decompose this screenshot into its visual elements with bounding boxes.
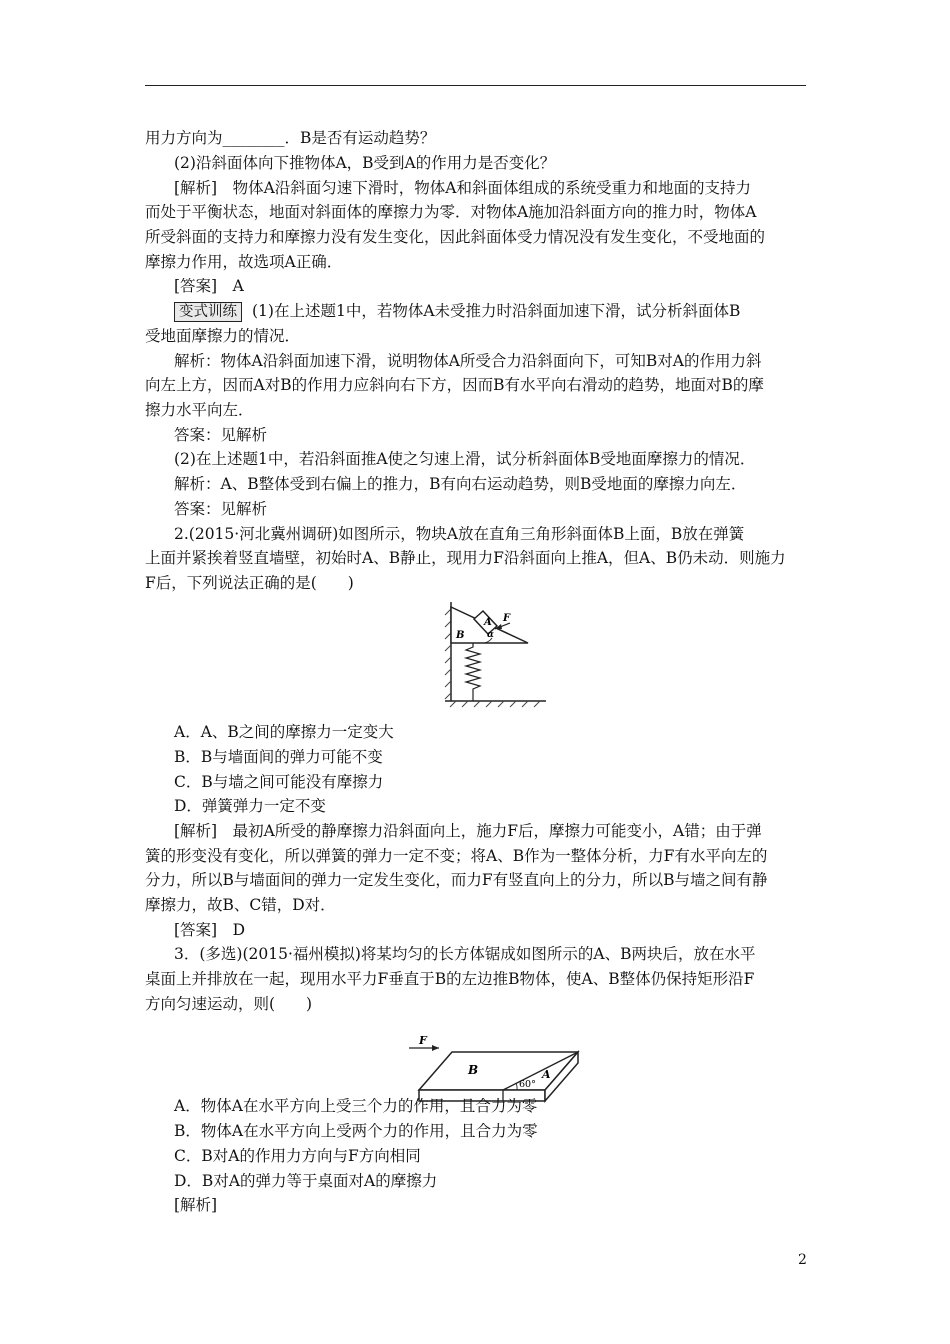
text-line: 而处于平衡状态，地面对斜面体的摩擦力为零．对物体A施加沿斜面方向的推力时，物体A [145, 203, 757, 221]
text-line: 答案：见解析 [174, 500, 268, 518]
text-line: (2)沿斜面体向下推物体A，B受到A的作用力是否变化？ [174, 154, 556, 172]
text-line: 擦力水平向左． [145, 401, 254, 419]
option-b: B．B与墙面间的弹力可能不变 [174, 748, 383, 766]
figure-incline-spring [440, 597, 550, 709]
option-a: A．物体A在水平方向上受三个力的作用，且合力为零 [174, 1097, 538, 1115]
label-b: B [456, 630, 465, 641]
label-a: A [542, 1068, 551, 1081]
variant-line [174, 300, 740, 322]
option-d: D．B对A的弹力等于桌面对A的摩擦力 [174, 1172, 438, 1190]
text-line: (2)在上述题1中，若沿斜面推A使之匀速上滑，试分析斜面体B受地面摩擦力的情况． [174, 450, 756, 468]
option-a: A．A、B之间的摩擦力一定变大 [174, 723, 394, 741]
text-line: [解析] 最初A所受的静摩擦力沿斜面向上，施力F后，摩擦力可能变小，A错；由于弹 [174, 822, 762, 840]
text-line: 摩擦力，故B、C错，D对． [145, 896, 336, 914]
label-f: F [419, 1034, 427, 1047]
label-angle: 60° [519, 1079, 536, 1090]
text-line: 方向匀速运动，则( ) [145, 995, 313, 1013]
text-line: F后，下列说法正确的是( ) [145, 574, 354, 592]
text-line: [解析] 物体A沿斜面匀速下滑时，物体A和斜面体组成的系统受重力和地面的支持力 [174, 179, 751, 197]
variant-training-badge: 变式训练 [174, 302, 242, 322]
text-line: 受地面摩擦力的情况． [145, 327, 301, 345]
text-line: (1)在上述题1中，若物体A未受推力时沿斜面加速下滑，试分析斜面体B [252, 302, 741, 320]
text-line: 用力方向为________．B是否有运动趋势？ [145, 129, 436, 147]
label-b: B [468, 1063, 479, 1077]
text-line: 摩擦力作用，故选项A正确． [145, 253, 343, 271]
text-line: 所受斜面的支持力和摩擦力没有发生变化，因此斜面体受力情况没有发生变化，不受地面的 [145, 228, 766, 246]
text-line: [答案] D [174, 921, 246, 939]
text-line: 解析：物体A沿斜面加速下滑，说明物体A所受合力沿斜面向下，可知B对A的作用力斜 [174, 352, 762, 370]
text-line: 分力，所以B与墙面间的弹力一定发生变化，而力F有竖直向上的分力，所以B与墙之间有静 [145, 871, 768, 889]
option-c: C．B对A的作用力方向与F方向相同 [174, 1147, 421, 1165]
text-line: 上面并紧挨着竖直墙壁，初始时A、B静止，现用力F沿斜面向上推A，但A、B仍未动．则施力 [145, 549, 786, 567]
option-b: B．物体A在水平方向上受两个力的作用，且合力为零 [174, 1122, 538, 1140]
option-d: D．弹簧弹力一定不变 [174, 797, 326, 815]
text-line: [解析] [174, 1196, 218, 1214]
text-line: 答案：见解析 [174, 426, 268, 444]
text-line: [答案] A [174, 277, 244, 295]
label-a: A [484, 617, 492, 628]
text-line: 簧的形变没有变化，所以弹簧的弹力一定不变；将A、B作为一整体分析，力F有水平向左的 [145, 847, 768, 865]
text-line: 解析：A、B整体受到右偏上的推力，B有向右运动趋势，则B受地面的摩擦力向左． [174, 475, 747, 493]
text-line: 2.(2015·河北冀州调研)如图所示，物块A放在直角三角形斜面体B上面，B放在弹簧 [174, 525, 745, 543]
text-line: 3．(多选)(2015·福州模拟)将某均匀的长方体锯成如图所示的A、B两块后，放在水平 [174, 945, 756, 963]
text-line: 向左上方，因而A对B的作用力应斜向右下方，因而B有水平向右滑动的趋势，地面对B的摩 [145, 376, 764, 394]
option-c: C．B与墙之间可能没有摩擦力 [174, 773, 384, 791]
page-number: 2 [798, 1252, 807, 1268]
header-rule [145, 85, 806, 86]
text-line: 桌面上并排放在一起，现用水平力F垂直于B的左边推B物体，使A、B整体仍保持矩形沿F [145, 970, 755, 988]
label-f: F [503, 613, 511, 624]
label-alpha: α [487, 630, 494, 640]
